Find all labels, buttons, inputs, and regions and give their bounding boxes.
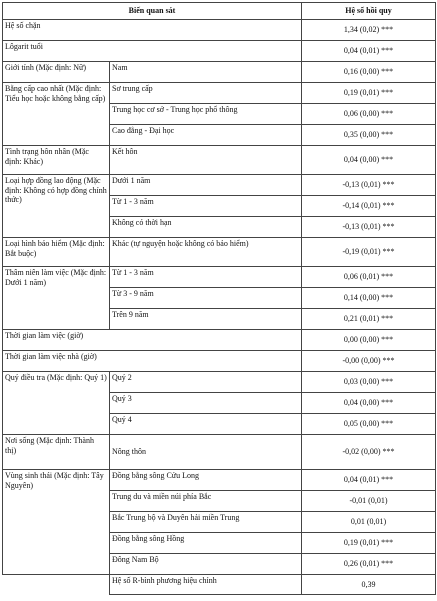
variable-level: Trên 9 năm (110, 309, 302, 330)
table-row (3, 146, 436, 175)
variable-level: Cao đẳng - Đại học (110, 125, 302, 146)
variable-level: Nam (110, 62, 302, 83)
table-row (3, 41, 436, 62)
table-row (3, 83, 436, 104)
coefficient-value: 0,03 (0,00) *** (302, 372, 436, 393)
variable-label: Thời gian làm việc (giờ) (3, 330, 302, 351)
table-row (3, 575, 436, 595)
coefficient-value: 0,16 (0,00) *** (302, 62, 436, 83)
variable-label: Lôgarit tuổi (3, 41, 302, 62)
table-row (3, 351, 436, 372)
variable-group: Giới tính (Mặc định: Nữ) (3, 62, 110, 83)
table-row (3, 330, 436, 351)
variable-level: Từ 1 - 3 năm (110, 196, 302, 217)
variable-level: Đồng bằng sông Cửu Long (110, 470, 302, 491)
coefficient-value: 0,00 (0,00) *** (302, 330, 436, 351)
variable-label: Hệ số chặn (3, 20, 302, 41)
variable-label: Thời gian làm việc nhà (giờ) (3, 351, 302, 372)
variable-group: Loại hợp đồng lao động (Mặc định: Không có hợp đồng chính thức) (3, 175, 110, 238)
coefficient-value: 0,04 (0,00) *** (302, 146, 436, 175)
coefficient-value: 0,19 (0,01) *** (302, 533, 436, 554)
coefficient-value: 0,21 (0,01) *** (302, 309, 436, 330)
coefficient-value: -0,14 (0,01) *** (302, 196, 436, 217)
variable-level: Quý 2 (110, 372, 302, 393)
variable-group: Thâm niên làm việc (Mặc định: Dưới 1 năm) (3, 267, 110, 330)
variable-level: Quý 3 (110, 393, 302, 414)
variable-level: Trung học cơ sở - Trung học phổ thông (110, 104, 302, 125)
variable-level: Từ 3 - 9 năm (110, 288, 302, 309)
variable-level: Từ 1 - 3 năm (110, 267, 302, 288)
regression-table (2, 2, 436, 595)
coefficient-value: 0,19 (0,01) *** (302, 83, 436, 104)
coefficient-value: 0,35 (0,00) *** (302, 125, 436, 146)
coefficient-value: -0,13 (0,01) *** (302, 217, 436, 238)
variable-level: Trung du và miền núi phía Bắc (110, 491, 302, 512)
variable-level: Sơ trung cấp (110, 83, 302, 104)
table-row (3, 175, 436, 196)
coefficient-value: 0,04 (0,00) *** (302, 393, 436, 414)
table-row (3, 62, 436, 83)
variable-level: Khác (tự nguyện hoặc không có bảo hiểm) (110, 238, 302, 267)
coefficient-value: 0,01 (0,01) (302, 512, 436, 533)
coefficient-value: 0,04 (0,01) *** (302, 470, 436, 491)
coefficient-value: 0,14 (0,00) *** (302, 288, 436, 309)
coefficient-value: 0,05 (0,00) *** (302, 414, 436, 435)
coefficient-value: 0,04 (0,01) *** (302, 41, 436, 62)
table-row (3, 435, 436, 470)
r-squared-label: Hệ số R-bình phương hiệu chỉnh (110, 575, 302, 595)
header-variable: Biến quan sát (3, 3, 302, 20)
variable-level: Dưới 1 năm (110, 175, 302, 196)
table-row (3, 20, 436, 41)
variable-level: Đông Nam Bộ (110, 554, 302, 575)
coefficient-value: -0,13 (0,01) *** (302, 175, 436, 196)
variable-group: Vùng sinh thái (Mặc định: Tây Nguyên) (3, 470, 110, 575)
coefficient-value: 1,34 (0,02) *** (302, 20, 436, 41)
coefficient-value: 0,06 (0,00) *** (302, 104, 436, 125)
table-row (3, 267, 436, 288)
variable-level: Quý 4 (110, 414, 302, 435)
variable-level: Đồng bằng sông Hồng (110, 533, 302, 554)
header-coefficient: Hệ số hồi quy (302, 3, 436, 20)
empty-cell (3, 575, 110, 595)
variable-level: Bắc Trung bộ và Duyên hải miền Trung (110, 512, 302, 533)
coefficient-value: -0,00 (0,00) *** (302, 351, 436, 372)
coefficient-value: 0,26 (0,01) *** (302, 554, 436, 575)
variable-group: Quý điều tra (Mặc định: Quý 1) (3, 372, 110, 435)
variable-level: Nông thôn (110, 435, 302, 470)
coefficient-value: -0,19 (0,01) *** (302, 238, 436, 267)
variable-level: Không có thời hạn (110, 217, 302, 238)
variable-level: Kết hôn (110, 146, 302, 175)
table-header-row (3, 3, 436, 20)
variable-group: Tình trạng hôn nhân (Mặc định: Khác) (3, 146, 110, 175)
table-row (3, 238, 436, 267)
table-row (3, 372, 436, 393)
table-row (3, 470, 436, 491)
r-squared-value: 0,39 (302, 575, 436, 595)
variable-group: Bằng cấp cao nhất (Mặc định: Tiểu học hoặc không bằng cấp) (3, 83, 110, 146)
coefficient-value: 0,06 (0,01) *** (302, 267, 436, 288)
coefficient-value: -0,02 (0,00) *** (302, 435, 436, 470)
coefficient-value: -0,01 (0,01) (302, 491, 436, 512)
variable-group: Nơi sống (Mặc định: Thành thị) (3, 435, 110, 470)
variable-group: Loại hình bảo hiểm (Mặc định: Bắt buộc) (3, 238, 110, 267)
